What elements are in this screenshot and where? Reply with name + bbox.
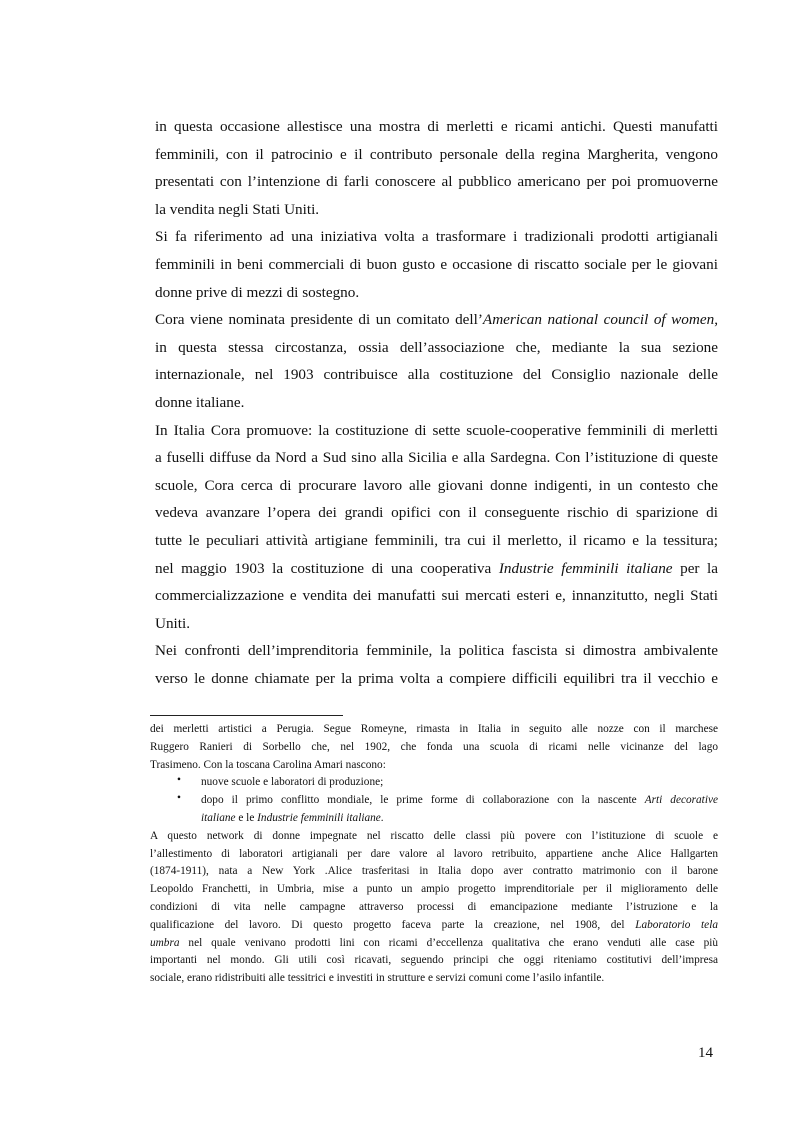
text-run: e le [235, 811, 258, 824]
text-line [150, 739, 718, 757]
text-run: Leopoldo Franchetti, in Umbria, mise a punto un ampio progetto imprenditoriale per il miglioramento delle [150, 883, 718, 896]
text-run: Si fa riferimento ad una iniziativa volta a trasformare i tradizionali prodotti artigianali [155, 228, 718, 246]
italic-title: Industrie femminili italiane [498, 559, 673, 577]
body-text [155, 113, 718, 692]
text-run: femminili in beni commerciali di buon gusto e occasione di riscatto sociale per le giovani [155, 255, 718, 273]
text-line [150, 917, 718, 935]
text-run: l’allestimento di laboratori artigianali per dare valore al lavoro retribuito, appartiene anche Alice Hallgarten [150, 847, 718, 860]
footnote-bullet-list [150, 774, 718, 827]
text-run: nel quale venivano prodotti lini con ricami d’eccellenza qualitativa che erano venduti alle case più [179, 936, 718, 949]
text-line [155, 251, 718, 279]
text-line [155, 223, 718, 251]
text-line [150, 881, 718, 899]
text-line [155, 582, 718, 610]
text-line [155, 113, 718, 141]
text-line [155, 279, 718, 307]
text-run: in questa occasione allestisce una mostra di merletti e ricami antichi. Questi manufatti [155, 118, 718, 135]
text-run: Ruggero Ranieri di Sorbello che, nel 1902, che fonda una scuola di ricami nelle vicinanze del lago [150, 740, 718, 753]
text-line [150, 721, 718, 739]
bullet-icon: • [177, 792, 181, 805]
text-line [150, 846, 718, 864]
text-line [155, 361, 718, 389]
text-line [155, 610, 718, 638]
text-run: scuole, Cora cerca di procurare lavoro alle giovani donne indigenti, in un contesto che [155, 476, 718, 494]
text-line [155, 555, 718, 583]
italic-title: italiane [201, 811, 236, 824]
text-run: commercializzazione e vendita dei manufatti sui mercati esteri e, innanzitutto, negli Stati [155, 587, 718, 605]
text-run: nel maggio 1903 la costituzione di una cooperativa [155, 559, 499, 577]
text-line [201, 774, 718, 792]
text-run: , [714, 311, 718, 329]
text-run: importanti nel mondo. Gli utili così ricavati, seguendo principi che oggi riteniamo costitutivi dell’impresa [150, 954, 718, 967]
footnote-separator [150, 715, 343, 716]
text-line [155, 168, 718, 196]
text-run: Nei confronti dell’imprenditoria femminile, la politica fascista si dimostra ambivalente [155, 642, 718, 660]
text-line [155, 444, 718, 472]
text-line [155, 637, 718, 665]
text-run: internazionale, nel 1903 contribuisce alla costituzione del Consiglio nazionale delle [155, 366, 718, 384]
italic-title: Laboratorio tela [635, 918, 718, 931]
text-line [150, 828, 718, 846]
page-number: 14 [698, 1045, 713, 1061]
text-run: In Italia Cora promuove: la costituzione di sette scuole-cooperative femminili di merletti [155, 421, 718, 439]
footnote-bullet-item [150, 774, 718, 792]
text-run: . [380, 811, 384, 824]
text-line [150, 899, 718, 917]
text-line [150, 952, 718, 970]
text-line [150, 863, 718, 881]
text-run: Cora viene nominata presidente di un comitato dell’ [155, 311, 483, 329]
italic-title: umbra [150, 936, 180, 949]
text-run: (1874-1911), nata a New York .Alice trasferitasi in Italia dopo aver contratto matrimonio con il barone [150, 865, 718, 878]
footnote [150, 721, 718, 988]
text-run: verso le donne chiamate per la prima volta a compiere difficili equilibri tra il vecchio e [155, 669, 718, 687]
text-run: A questo network di donne impegnate nel riscatto delle classi più povere con l’istituzione di scuole e [150, 829, 718, 842]
text-line [155, 499, 718, 527]
footnote-paragraph-network [150, 828, 718, 988]
text-run: vedeva avanzare l’opera dei grandi opifici con il conseguente rischio di sparizione di [155, 504, 718, 522]
text-line [155, 472, 718, 500]
text-line [150, 757, 718, 775]
text-line [155, 141, 718, 169]
text-run: condizioni di vita nelle campagne attraverso processi di emancipazione mediante l’istruzione e la [150, 900, 718, 913]
text-run: dopo il primo conflitto mondiale, le prime forme di collaborazione con la nascente [201, 794, 645, 807]
text-line [155, 417, 718, 445]
text-run: in questa stessa circostanza, ossia dell’associazione che, mediante la sua sezione [155, 338, 718, 356]
text-line [155, 334, 718, 362]
text-line [155, 306, 718, 334]
text-run: donne prive di mezzi di sostegno. [155, 283, 360, 301]
text-run: sociale, erano ridistribuiti alle tessitrici e investiti in strutture e servizi comuni come l’asilo infantile. [150, 972, 605, 985]
text-line [155, 665, 718, 693]
text-line [155, 389, 718, 417]
text-line [155, 527, 718, 555]
text-run: tutte le peculiari attività artigiane femminili, tra cui il merletto, il ricamo e la tessitura; [155, 531, 718, 549]
italic-title: Industrie femminili italiane [257, 811, 381, 824]
text-line [150, 970, 718, 988]
text-run: nuove scuole e laboratori di produzione; [201, 776, 384, 789]
text-run: femminili, con il patrocinio e il contributo personale della regina Margherita, vengono [155, 145, 718, 163]
footnote-paragraph-intro [150, 721, 718, 774]
text-run: per la [672, 559, 719, 577]
text-run: la vendita negli Stati Uniti. [155, 200, 320, 218]
bullet-icon: • [177, 774, 181, 787]
text-line [150, 935, 718, 953]
text-run: dei merletti artistici a Perugia. Segue Romeyne, rimasta in Italia in seguito alle nozze con il marchese [150, 723, 718, 735]
italic-title: American national council of women [482, 311, 715, 329]
text-line [155, 196, 718, 224]
text-line [201, 810, 718, 828]
italic-title: Arti decorative [644, 794, 718, 807]
text-run: presentati con l’intenzione di farli conoscere al pubblico americano per poi promuoverne [155, 173, 718, 191]
text-run: Uniti. [155, 614, 191, 632]
footnote-bullet-item [150, 792, 718, 828]
text-run: Trasimeno. Con la toscana Carolina Amari nascono: [150, 758, 386, 771]
text-run: qualificazione del lavoro. Di questo progetto faceva parte la creazione, nel 1908, del [150, 918, 636, 931]
text-line [201, 792, 718, 810]
text-run: a fuselli diffuse da Nord a Sud sino alla Sicilia e alla Sardegna. Con l’istituzione di queste [155, 449, 718, 467]
text-run: donne italiane. [155, 393, 245, 411]
